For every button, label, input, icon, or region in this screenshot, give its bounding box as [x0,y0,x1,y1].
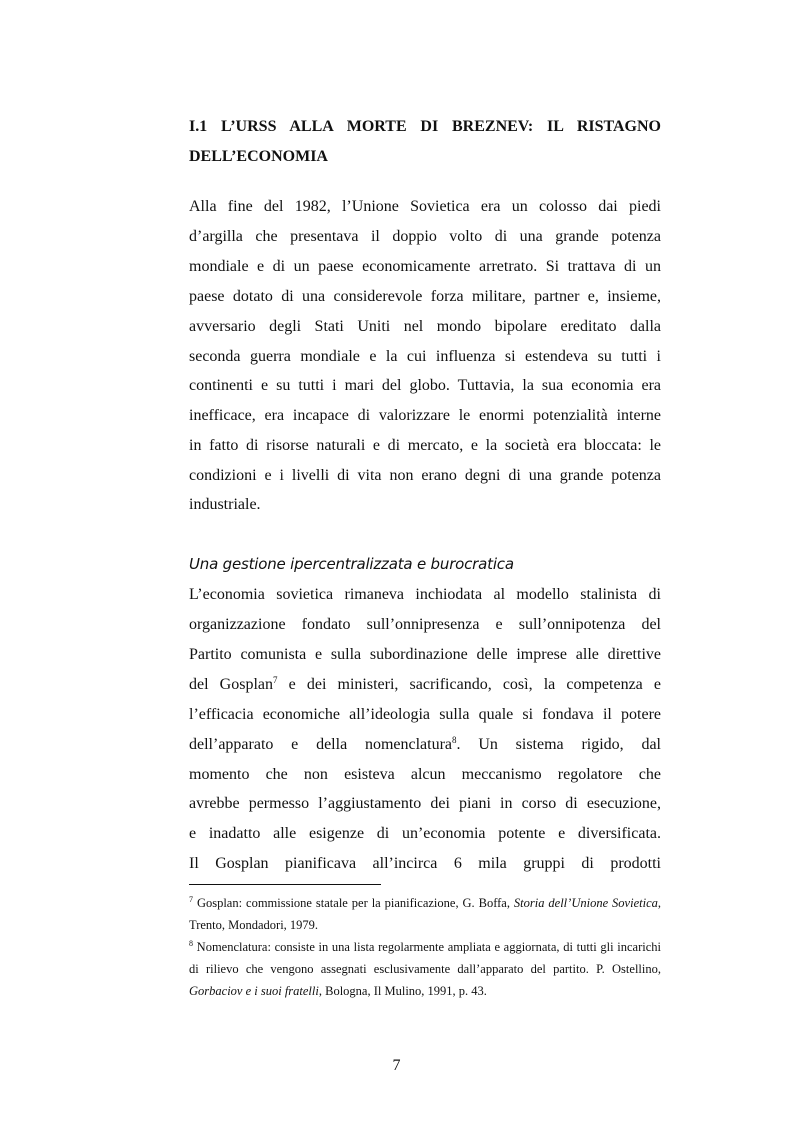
footnote-text: Nomenclatura: consiste in una lista regolarmente ampliata e aggiornata, di tutti gli incarichi di rilievo che vengono assegnati esclusivamente dall’apparato del partito. P. Ostellino, [189,940,661,976]
paragraph-line: paese dotato di una considerevole forza militare, partner e, insieme, [189,288,661,305]
text-run: . Un sistema rigido, dal [456,736,661,753]
paragraph-line: L’economia sovietica rimaneva inchiodata al modello stalinista di [189,586,661,603]
paragraph-line: Alla fine del 1982, l’Unione Sovietica era un colosso dai piedi [189,198,661,215]
paragraph-line: avrebbe permesso l’aggiustamento dei piani in corso di esecuzione, [189,795,661,812]
paragraph-line: continenti e su tutti i mari del globo. Tuttavia, la sua economia era [189,377,661,394]
paragraph-line: Il Gosplan pianificava all’incirca 6 mila gruppi di prodotti [189,855,661,872]
paragraph-line: momento che non esisteva alcun meccanismo regolatore che [189,766,661,783]
paragraph-line: e inadatto alle esigenze di un’economia potente e diversificata. [189,825,661,842]
paragraph-line: inefficace, era incapace di valorizzare le enormi potenzialità interne [189,407,661,424]
text-run: e dei ministeri, sacrificando, così, la competenza e [277,676,662,693]
footnote-ref-8[interactable]: 8 [452,735,457,745]
footnote-8 [189,936,661,1002]
paragraph-line [189,675,661,695]
paragraph-line: organizzazione fondato sull’onnipresenza e sull’onnipotenza del [189,616,661,633]
paragraph-line: mondiale e di un paese economicamente arretrato. Si trattava di un [189,258,661,275]
paragraph-line: avversario degli Stati Uniti nel mondo bipolare ereditato dalla [189,318,661,335]
page-number: 7 [392,1057,401,1074]
footnote-book-title: Gorbaciov e i suoi fratelli [189,984,319,998]
footnote-mark: 7 [189,895,193,904]
section-heading [189,112,661,172]
paragraph-line [189,735,661,755]
footnote-book-title: Storia dell’Unione Sovietica [513,896,658,910]
footnote-7 [189,892,661,936]
paragraph-line: industriale. [189,496,261,513]
paragraph-line: l’efficacia economiche all’ideologia sulla quale si fondava il potere [189,706,661,723]
footnote-mark: 8 [189,939,193,948]
paragraph-line: in fatto di risorse naturali e di mercato, e la società era bloccata: le [189,437,661,454]
paragraph-line: Partito comunista e sulla subordinazione delle imprese alle direttive [189,646,661,663]
section-heading-line-1: I.1 L’URSS ALLA MORTE DI BREZNEV: IL RISTAGNO [189,118,661,135]
paragraph-line: d’argilla che presentava il doppio volto di una grande potenza [189,228,661,245]
text-run: del Gosplan [189,676,273,693]
section-heading-line-2: DELL’ECONOMIA [189,148,328,165]
footnote-text: Gosplan: commissione statale per la pianificazione, G. Boffa, [193,896,514,910]
text-run: dell’apparato e della nomenclatura [189,736,453,753]
subsection-title: Una gestione ipercentralizzata e burocratica [189,555,514,573]
footnote-text: , Bologna, Il Mulino, 1991, p. 43. [318,984,487,998]
footnote-ref-7[interactable]: 7 [273,675,278,685]
paragraph-line: condizioni e i livelli di vita non erano degni di una grande potenza [189,467,661,484]
footnote-divider [189,884,381,885]
footnote-text: , Trento, Mondadori, 1979. [189,896,661,932]
paragraph-line: seconda guerra mondiale e la cui influenza si estendeva su tutti i [189,348,661,365]
